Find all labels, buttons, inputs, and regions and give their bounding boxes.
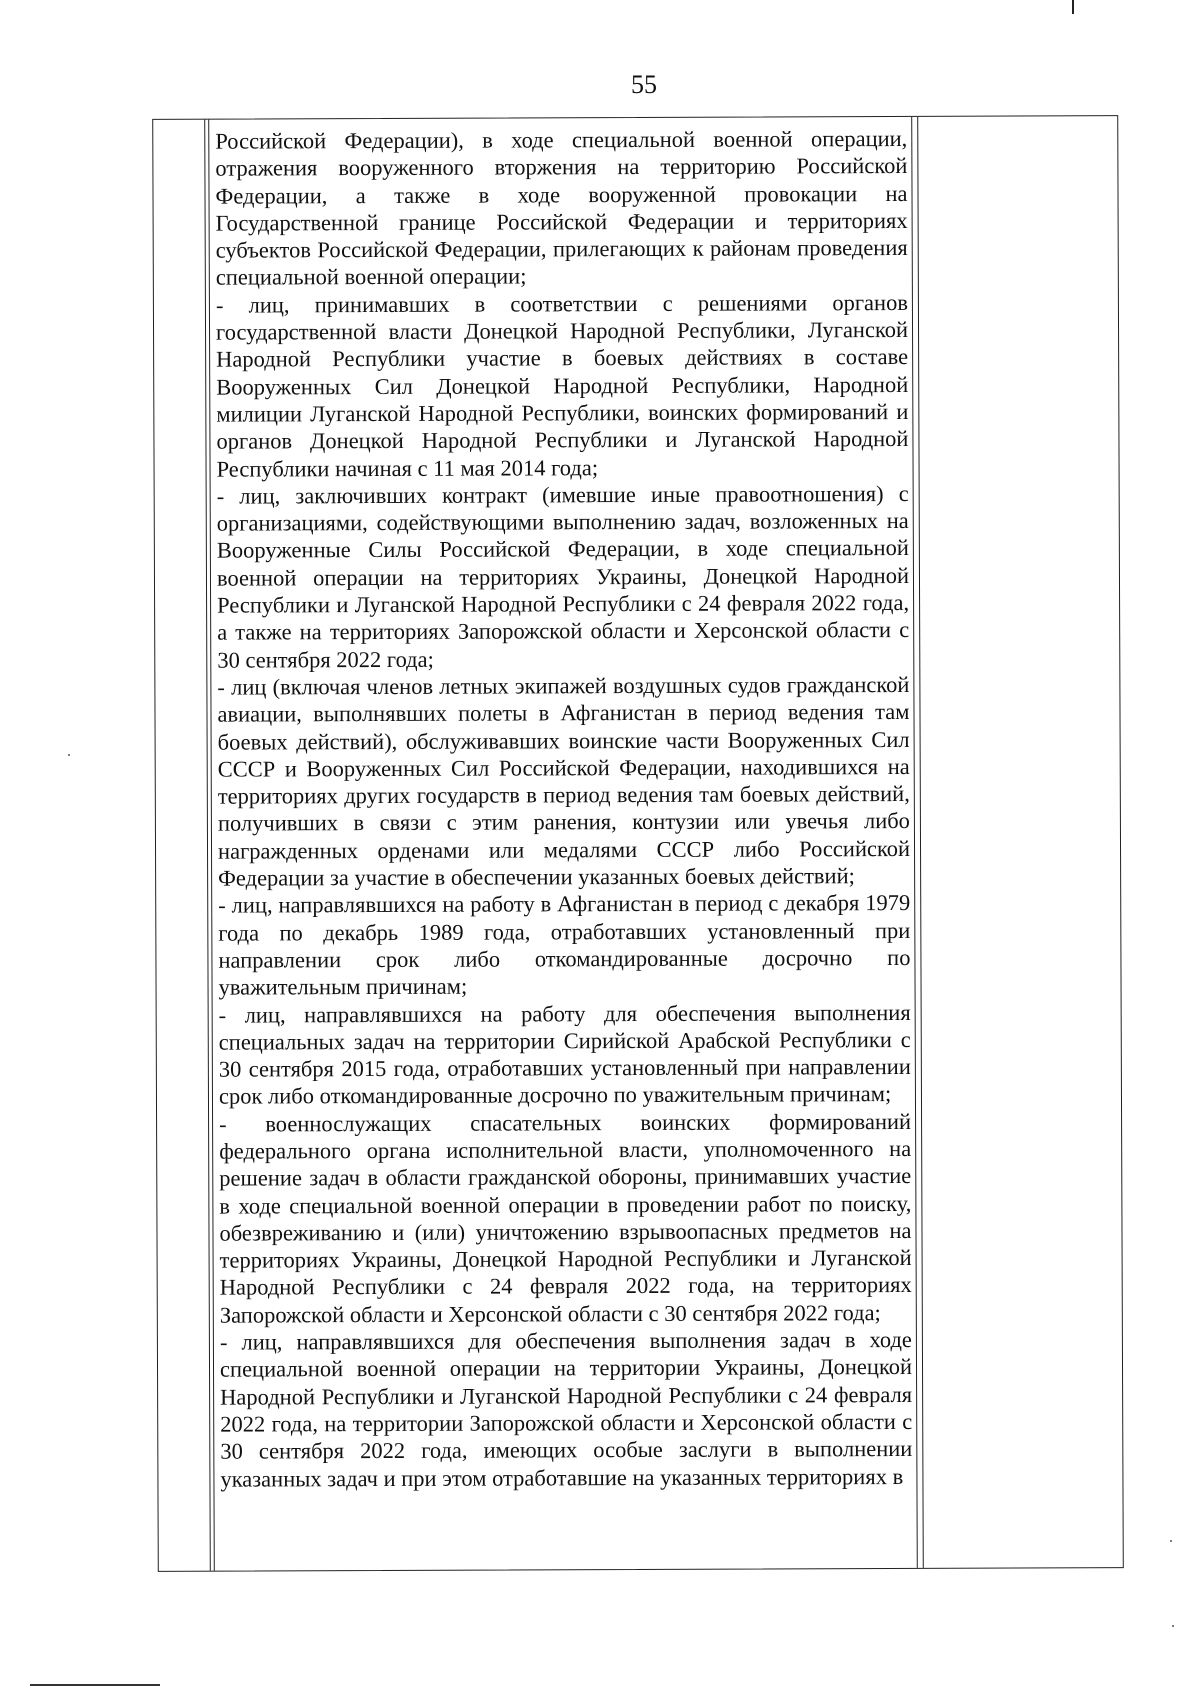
list-item: - лиц, заключивших контракт (имевшие иные правоотношения) с организациями, содействующими выполнению задач, возложенных на Вооруженные Силы Российской Федерации, в ходе специальной военной операции на территориях Украины, Донецкой Народной Республики и Луганской Народной Республики с 24 февраля 2022 года, а также на территориях Запорожской области и Херсонской области с 30 сентября 2022 года; [216,480,910,673]
list-item: - лиц (включая членов летных экипажей воздушных судов гражданской авиации, выполнявших полеты в Афганистан в период ведения там боевых действий), обслуживавших воинские части Вооруженных Сил СССР и Вооруженных Сил Российской Федерации, находившихся на территориях других государств в период ведения там боевых действий, получивших в связи с этим ранения, контузии или увечья либо награжденных орденами или медалями СССР либо Российской Федерации за участие в обеспечении указанных боевых действий; [217,671,911,891]
table-column-left [153,120,211,1571]
list-item: - лиц, направлявшихся на работу в Афганистан в период с декабря 1979 года по декабрь 1989 года, отработавших установленный при направлении срок либо откомандированные досрочно по уважительным причинам; [218,890,911,1000]
list-item: - лиц, направлявшихся для обеспечения выполнения задач в ходе специальной военной операции на территории Украины, Донецкой Народной Республики и Луганской Народной Республики с 24 февраля 2022 года, на территории Запорожской области и Херсонской области с 30 сентября 2022 года, имеющих особые заслуги в выполнении указанных задач и при этом отработавшие на указанных территориях в [219,1327,913,1492]
scan-speck [1170,1540,1172,1542]
document-table [152,115,1124,1572]
list-item: - лиц, принимавших в соответствии с решениями органов государственной власти Донецкой Народной Республики, Луганской Народной Республики участие в боевых действиях в составе Вооруженных Сил Донецкой Народной Республики, Народной милиции Луганской Народной Республики, воинских формирований и органов Донецкой Народной Республики и Луганской Народной Республики начиная с 11 мая 2014 года; [215,289,909,482]
table-text-cell [215,125,912,1492]
scan-speck [1172,1625,1174,1627]
table-column-right [923,116,1123,1568]
list-item: - военнослужащих спасательных воинских формирований федерального органа исполнительной власти, уполномоченного на решение задач в области гражданской обороны, принимавших участие в ходе специальной военной операции в проведении работ по поиску, обезвреживанию и (или) уничтожению взрывоопасных предметов на территориях Украины, Донецкой Народной Республики и Луганской Народной Республики с 24 февраля 2022 года, на территориях Запорожской области и Херсонской области с 30 сентября 2022 года; [219,1108,912,1328]
scan-edge-mark [30,1684,160,1686]
page-number: 55 [631,70,657,99]
list-item: Российской Федерации), в ходе специальной военной операции, отражения вооруженного вторжения на территорию Российской Федерации, а также в ходе вооруженной провокации на Государственной границе Российской Федерации и территориях субъектов Российской Федерации, прилегающих к районам проведения специальной военной операции; [215,125,908,291]
list-item: - лиц, направлявшихся на работу для обеспечения выполнения специальных задач на территории Сирийской Арабской Республики с 30 сентября 2015 года, отработавших установленный при направлении срок либо откомандированные досрочно по уважительным причинам; [218,999,911,1110]
scan-speck [68,754,70,756]
scan-edge-mark [1072,0,1074,14]
